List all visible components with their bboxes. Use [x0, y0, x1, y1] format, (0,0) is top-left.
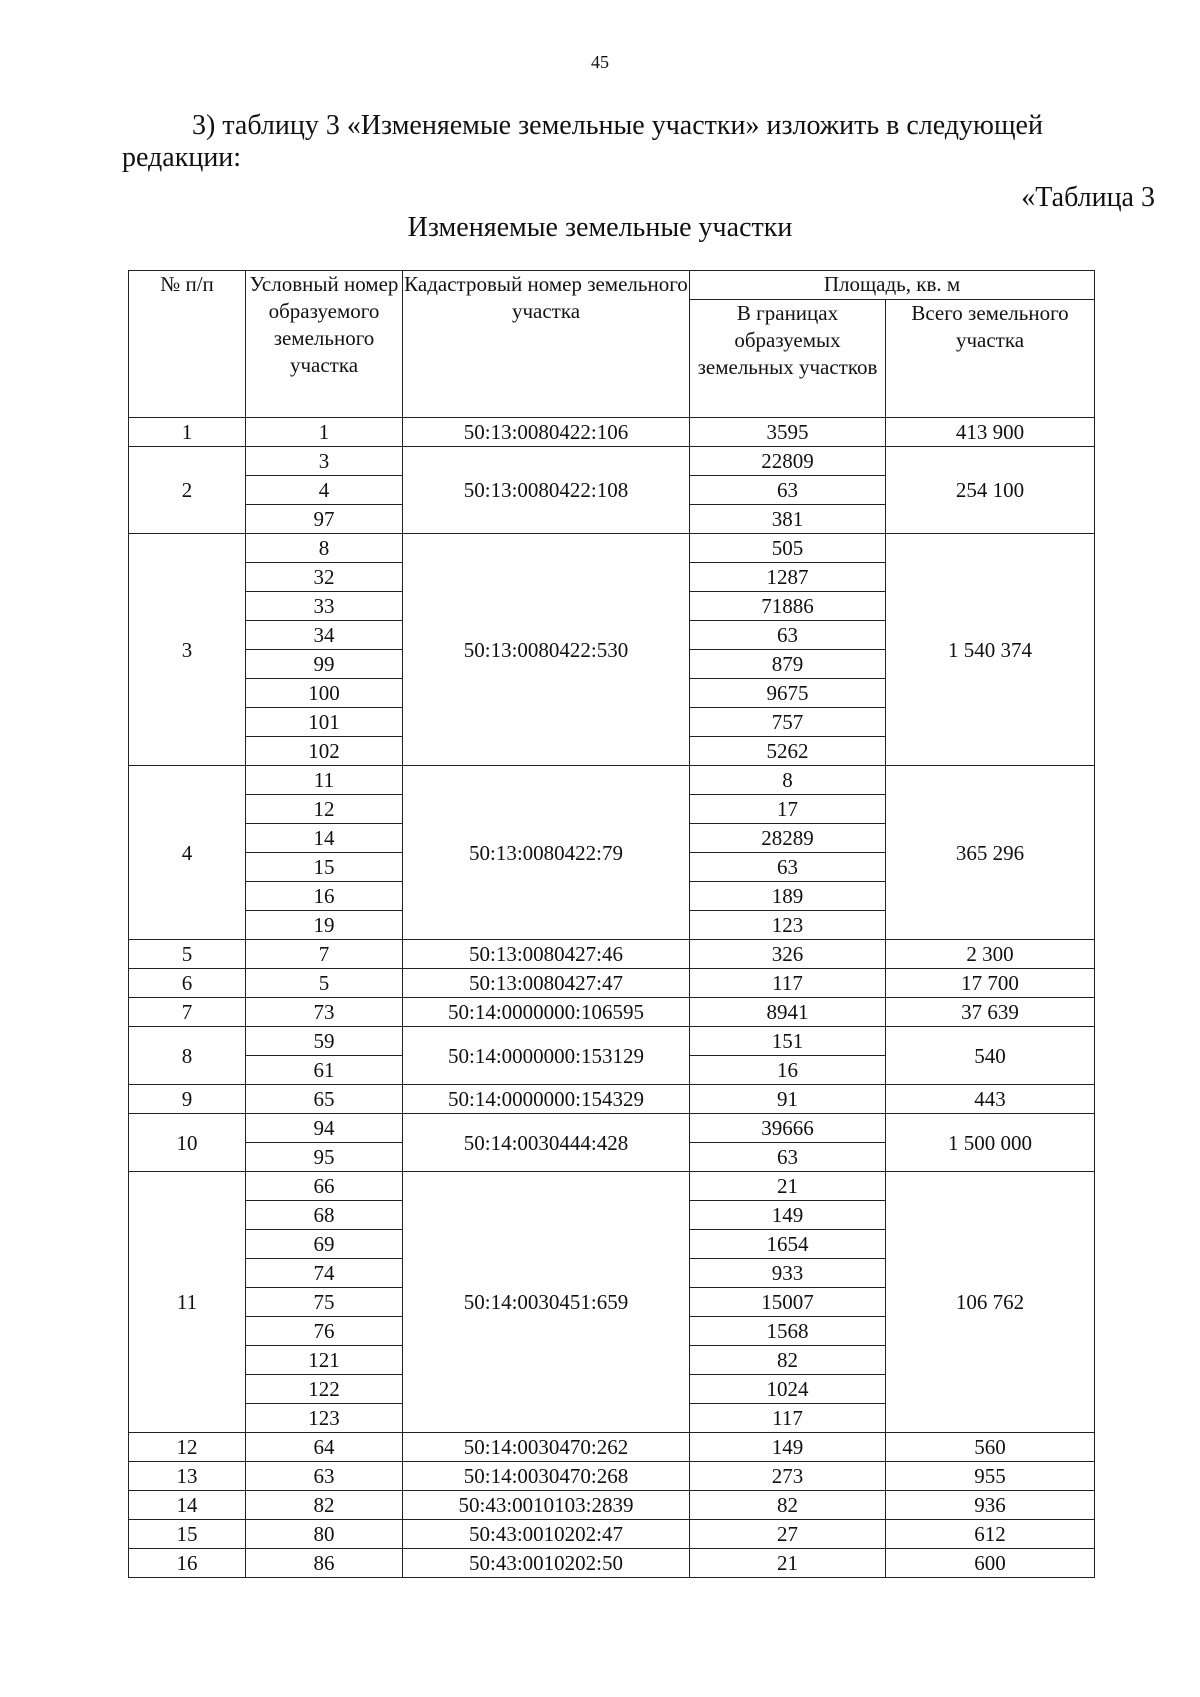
conditional-number-cell: 75	[246, 1288, 403, 1317]
area-total-cell: 936	[886, 1491, 1095, 1520]
conditional-number-cell: 11	[246, 766, 403, 795]
cadastral-number-cell: 50:14:0030470:268	[403, 1462, 690, 1491]
conditional-number-cell: 61	[246, 1056, 403, 1085]
table-row	[129, 1520, 1095, 1549]
area-within-cell: 91	[690, 1085, 886, 1114]
area-within-cell: 9675	[690, 679, 886, 708]
table-row	[129, 940, 1095, 969]
conditional-number-cell: 66	[246, 1172, 403, 1201]
cadastral-number-cell: 50:13:0080427:47	[403, 969, 690, 998]
area-within-cell: 63	[690, 853, 886, 882]
cadastral-number-cell: 50:14:0000000:154329	[403, 1085, 690, 1114]
area-within-cell: 22809	[690, 447, 886, 476]
page-number: 45	[591, 52, 609, 72]
cadastral-number-cell: 50:14:0000000:106595	[403, 998, 690, 1027]
area-within-cell: 39666	[690, 1114, 886, 1143]
row-number-cell: 14	[129, 1491, 246, 1520]
area-within-cell: 117	[690, 1404, 886, 1433]
area-within-cell: 71886	[690, 592, 886, 621]
row-number-cell: 16	[129, 1549, 246, 1578]
area-within-cell: 149	[690, 1201, 886, 1230]
area-within-cell: 5262	[690, 737, 886, 766]
conditional-number-cell: 95	[246, 1143, 403, 1172]
area-within-cell: 1287	[690, 563, 886, 592]
area-within-cell: 82	[690, 1491, 886, 1520]
conditional-number-cell: 32	[246, 563, 403, 592]
table-row	[129, 1491, 1095, 1520]
conditional-number-cell: 15	[246, 853, 403, 882]
area-within-cell: 8	[690, 766, 886, 795]
area-within-cell: 1568	[690, 1317, 886, 1346]
conditional-number-cell: 63	[246, 1462, 403, 1491]
area-within-cell: 1654	[690, 1230, 886, 1259]
area-within-cell: 82	[690, 1346, 886, 1375]
table-row	[129, 1172, 1095, 1201]
header-num: № п/п	[129, 271, 246, 418]
table-header	[129, 271, 1095, 418]
area-total-cell: 1 540 374	[886, 534, 1095, 766]
table-row	[129, 1433, 1095, 1462]
area-within-cell: 8941	[690, 998, 886, 1027]
conditional-number-cell: 69	[246, 1230, 403, 1259]
land-plots-table	[128, 270, 1095, 1578]
conditional-number-cell: 101	[246, 708, 403, 737]
area-total-cell: 443	[886, 1085, 1095, 1114]
area-within-cell: 123	[690, 911, 886, 940]
conditional-number-cell: 5	[246, 969, 403, 998]
conditional-number-cell: 82	[246, 1491, 403, 1520]
conditional-number-cell: 7	[246, 940, 403, 969]
conditional-number-cell: 64	[246, 1433, 403, 1462]
header-area-within: В границах образуемых земельных участков	[690, 300, 886, 418]
area-total-cell: 1 500 000	[886, 1114, 1095, 1172]
conditional-number-cell: 86	[246, 1549, 403, 1578]
cadastral-number-cell: 50:43:0010202:50	[403, 1549, 690, 1578]
area-total-cell: 365 296	[886, 766, 1095, 940]
conditional-number-cell: 73	[246, 998, 403, 1027]
row-number-cell: 8	[129, 1027, 246, 1085]
conditional-number-cell: 80	[246, 1520, 403, 1549]
table-caption: Изменяемые земельные участки	[407, 212, 793, 243]
table-label: «Таблица 3	[1021, 182, 1155, 213]
table-row	[129, 534, 1095, 563]
conditional-number-cell: 1	[246, 418, 403, 447]
row-number-cell: 15	[129, 1520, 246, 1549]
conditional-number-cell: 59	[246, 1027, 403, 1056]
area-total-cell: 560	[886, 1433, 1095, 1462]
conditional-number-cell: 34	[246, 621, 403, 650]
row-number-cell: 10	[129, 1114, 246, 1172]
conditional-number-cell: 19	[246, 911, 403, 940]
conditional-number-cell: 102	[246, 737, 403, 766]
row-number-cell: 13	[129, 1462, 246, 1491]
area-within-cell: 757	[690, 708, 886, 737]
header-area-total: Всего земельного участка	[886, 300, 1095, 418]
row-number-cell: 7	[129, 998, 246, 1027]
table-row	[129, 418, 1095, 447]
row-number-cell: 3	[129, 534, 246, 766]
area-within-cell: 879	[690, 650, 886, 679]
row-number-cell: 6	[129, 969, 246, 998]
cadastral-number-cell: 50:14:0030451:659	[403, 1172, 690, 1433]
conditional-number-cell: 12	[246, 795, 403, 824]
table-row	[129, 1114, 1095, 1143]
table-row	[129, 1027, 1095, 1056]
row-number-cell: 12	[129, 1433, 246, 1462]
conditional-number-cell: 123	[246, 1404, 403, 1433]
conditional-number-cell: 99	[246, 650, 403, 679]
area-within-cell: 381	[690, 505, 886, 534]
cadastral-number-cell: 50:13:0080422:108	[403, 447, 690, 534]
area-total-cell: 17 700	[886, 969, 1095, 998]
cadastral-number-cell: 50:14:0000000:153129	[403, 1027, 690, 1085]
table-row	[129, 969, 1095, 998]
area-within-cell: 933	[690, 1259, 886, 1288]
header-row	[129, 271, 1095, 300]
conditional-number-cell: 100	[246, 679, 403, 708]
area-total-cell: 413 900	[886, 418, 1095, 447]
cadastral-number-cell: 50:14:0030444:428	[403, 1114, 690, 1172]
area-total-cell: 600	[886, 1549, 1095, 1578]
row-number-cell: 1	[129, 418, 246, 447]
conditional-number-cell: 68	[246, 1201, 403, 1230]
cadastral-number-cell: 50:13:0080422:106	[403, 418, 690, 447]
area-within-cell: 326	[690, 940, 886, 969]
header-conditional-number: Условный номер образуемого земельного участка	[246, 271, 403, 418]
row-number-cell: 9	[129, 1085, 246, 1114]
area-within-cell: 117	[690, 969, 886, 998]
conditional-number-cell: 3	[246, 447, 403, 476]
conditional-number-cell: 74	[246, 1259, 403, 1288]
conditional-number-cell: 65	[246, 1085, 403, 1114]
area-within-cell: 28289	[690, 824, 886, 853]
conditional-number-cell: 16	[246, 882, 403, 911]
table-row	[129, 766, 1095, 795]
row-number-cell: 2	[129, 447, 246, 534]
area-within-cell: 15007	[690, 1288, 886, 1317]
conditional-number-cell: 8	[246, 534, 403, 563]
area-within-cell: 149	[690, 1433, 886, 1462]
cadastral-number-cell: 50:14:0030470:262	[403, 1433, 690, 1462]
area-within-cell: 3595	[690, 418, 886, 447]
area-within-cell: 189	[690, 882, 886, 911]
row-number-cell: 4	[129, 766, 246, 940]
conditional-number-cell: 14	[246, 824, 403, 853]
table-row	[129, 998, 1095, 1027]
area-within-cell: 16	[690, 1056, 886, 1085]
conditional-number-cell: 94	[246, 1114, 403, 1143]
header-cadastral-number: Кадастровый номер земельного участка	[403, 271, 690, 418]
area-total-cell: 955	[886, 1462, 1095, 1491]
conditional-number-cell: 4	[246, 476, 403, 505]
cadastral-number-cell: 50:43:0010103:2839	[403, 1491, 690, 1520]
conditional-number-cell: 122	[246, 1375, 403, 1404]
area-total-cell: 37 639	[886, 998, 1095, 1027]
conditional-number-cell: 97	[246, 505, 403, 534]
cadastral-number-cell: 50:43:0010202:47	[403, 1520, 690, 1549]
row-number-cell: 5	[129, 940, 246, 969]
area-within-cell: 17	[690, 795, 886, 824]
cadastral-number-cell: 50:13:0080422:530	[403, 534, 690, 766]
area-total-cell: 2 300	[886, 940, 1095, 969]
cadastral-number-cell: 50:13:0080427:46	[403, 940, 690, 969]
conditional-number-cell: 76	[246, 1317, 403, 1346]
area-within-cell: 27	[690, 1520, 886, 1549]
header-area: Площадь, кв. м	[690, 271, 1095, 300]
cadastral-number-cell: 50:13:0080422:79	[403, 766, 690, 940]
conditional-number-cell: 33	[246, 592, 403, 621]
area-within-cell: 1024	[690, 1375, 886, 1404]
table-row	[129, 1085, 1095, 1114]
area-total-cell: 540	[886, 1027, 1095, 1085]
row-number-cell: 11	[129, 1172, 246, 1433]
area-within-cell: 273	[690, 1462, 886, 1491]
area-total-cell: 254 100	[886, 447, 1095, 534]
intro-paragraph: 3) таблицу 3 «Изменяемые земельные участки» изложить в следующей редакции:	[122, 110, 1043, 173]
area-within-cell: 21	[690, 1549, 886, 1578]
area-total-cell: 612	[886, 1520, 1095, 1549]
table-row	[129, 1462, 1095, 1491]
table-body	[129, 418, 1095, 1578]
table-row	[129, 1549, 1095, 1578]
area-within-cell: 21	[690, 1172, 886, 1201]
area-within-cell: 63	[690, 476, 886, 505]
area-within-cell: 151	[690, 1027, 886, 1056]
area-within-cell: 63	[690, 1143, 886, 1172]
area-total-cell: 106 762	[886, 1172, 1095, 1433]
area-within-cell: 63	[690, 621, 886, 650]
conditional-number-cell: 121	[246, 1346, 403, 1375]
table-row	[129, 447, 1095, 476]
area-within-cell: 505	[690, 534, 886, 563]
